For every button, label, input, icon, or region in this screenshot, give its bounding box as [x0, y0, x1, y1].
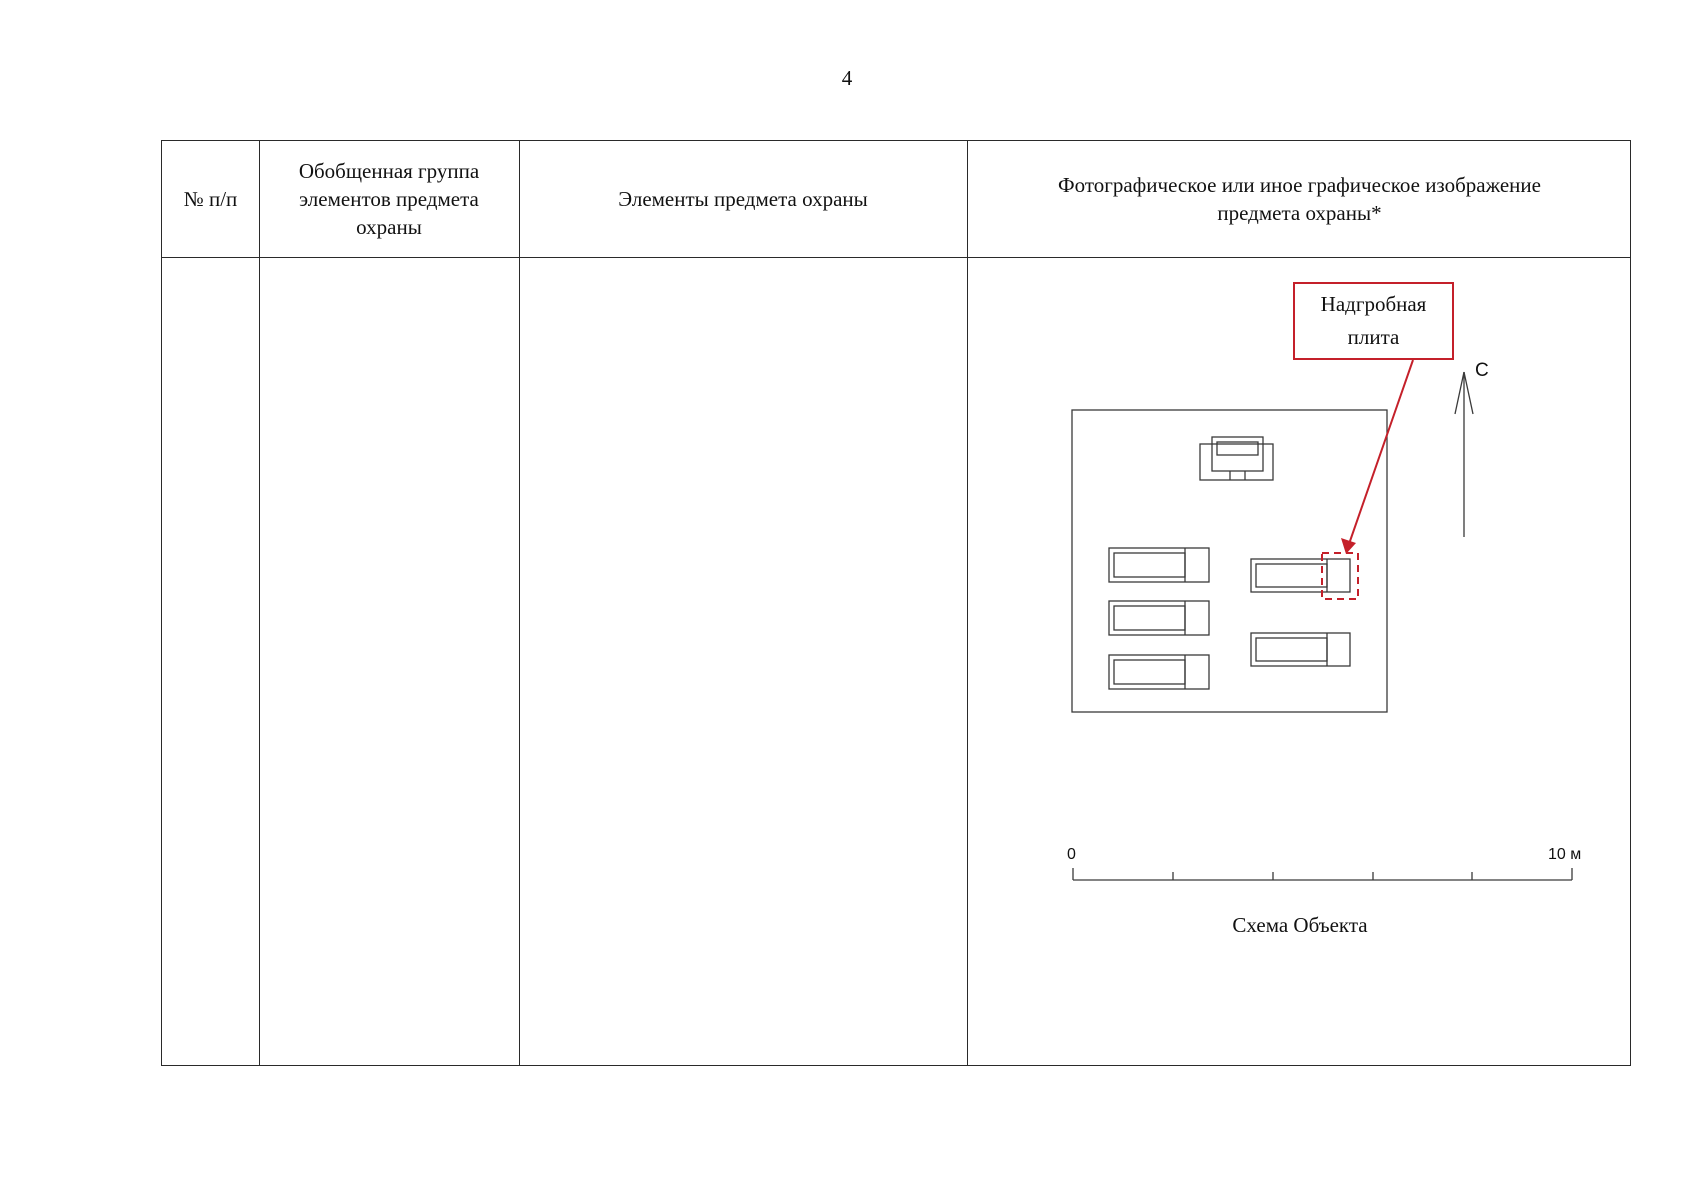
header-number: № п/п [183, 187, 238, 211]
grave [1109, 548, 1209, 582]
grave [1251, 633, 1350, 666]
scale-start-label: 0 [1067, 846, 1076, 863]
header-elements: Элементы предмета охраны [618, 187, 868, 211]
tombstone-callout: Надгробная плита [1293, 282, 1454, 360]
north-arrow-icon [1455, 372, 1473, 537]
scale-bar [1073, 868, 1572, 880]
scale-end-label: 10 м [1548, 846, 1582, 863]
grave [1109, 601, 1209, 635]
grave [1109, 655, 1209, 689]
grave-with-tombstone [1251, 559, 1350, 592]
callout-arrow [1341, 360, 1413, 554]
page-number: 4 [841, 66, 853, 90]
scheme-caption: Схема Объекта [1232, 913, 1368, 937]
header-element-group: Обобщенная группа элементов предмета охраны [298, 159, 480, 239]
north-label: С [1475, 360, 1489, 381]
monument [1200, 437, 1273, 480]
header-image: Фотографическое или иное графическое изображение предмета охраны* [1058, 173, 1541, 225]
